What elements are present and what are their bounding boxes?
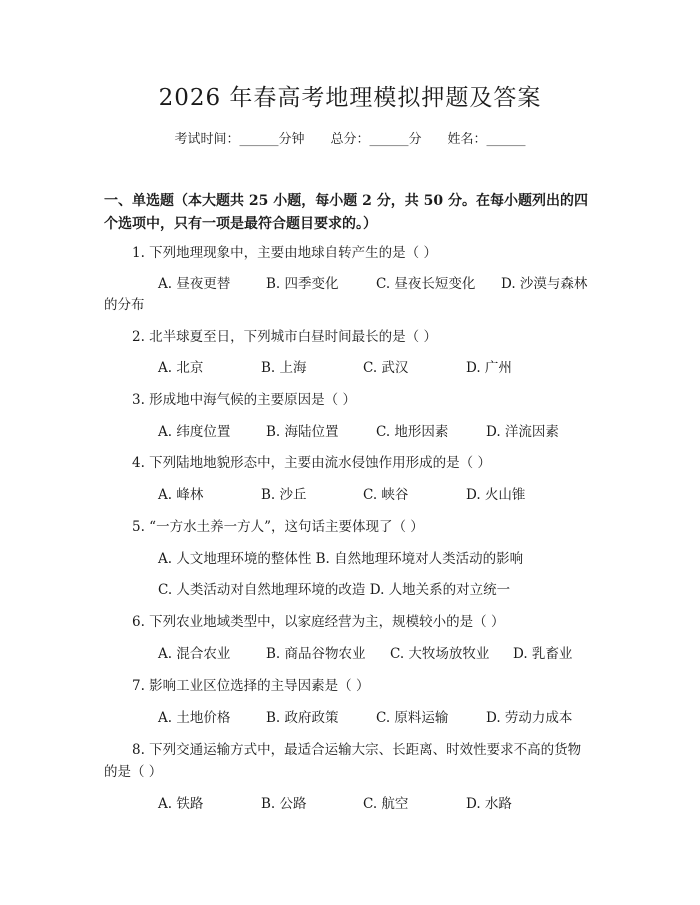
option-b: B. 政府政策 [266,710,339,726]
option-c: C. 昼夜长短变化 [376,276,476,292]
option-a: A. 北京 [158,360,204,376]
question-4-stem: 4. 下列陆地地貌形态中，主要由流水侵蚀作用形成的是（ ） [132,455,491,471]
question-2-stem: 2. 北半球夏至日，下列城市白昼时间最长的是（ ） [132,329,437,345]
question-1-stem: 1. 下列地理现象中，主要由地球自转产生的是（ ） [132,245,437,261]
option-b: B. 上海 [261,360,307,376]
question-3-stem: 3. 形成地中海气候的主要原因是（ ） [132,392,356,408]
option-b: B. 公路 [261,796,307,812]
question-8-stem: 8. 下列交通运输方式中，最适合运输大宗、长距离、时效性要求不高的货物 [132,742,582,758]
option-d: D. 水路 [466,796,512,812]
question-5-stem: 5. “一方水土养一方人”，这句话主要体现了（ ） [132,519,424,535]
option-c: C. 航空 [363,796,409,812]
option-b: B. 商品谷物农业 [266,646,366,662]
option-a: A. 纬度位置 [158,424,231,440]
exam-meta [0,130,700,150]
option-a: A. 昼夜更替 [158,276,231,292]
option-line-ab: A. 人文地理环境的整体性 B. 自然地理环境对人类活动的影响 [158,551,524,567]
option-d: D. 火山锥 [466,487,526,503]
option-d: D. 乳畜业 [513,646,573,662]
option-c: C. 大牧场放牧业 [390,646,490,662]
option-c: C. 地形因素 [376,424,449,440]
section-heading: 一、单选题（本大题共 25 小题，每小题 2 分，共 50 分。在每小题列出的四个选项中，只有一项是最符合题目要求的。） [104,193,588,232]
option-c: C. 原料运输 [376,710,449,726]
option-d: D. 劳动力成本 [486,710,573,726]
question-8-stem-wrap: 的是（ ） [104,764,163,780]
option-a: A. 峰林 [158,487,204,503]
total-score-field: 总分：______分 [330,132,422,147]
option-b: B. 沙丘 [261,487,307,503]
page-title: 2026 年春高考地理模拟押题及答案 [158,85,542,111]
option-c: C. 峡谷 [363,487,409,503]
option-line-cd: C. 人类活动对自然地理环境的改造 D. 人地关系的对立统一 [158,582,511,598]
option-b: B. 海陆位置 [266,424,339,440]
option-d: D. 广州 [466,360,512,376]
question-6-stem: 6. 下列农业地域类型中，以家庭经营为主，规模较小的是（ ） [132,614,505,630]
option-b: B. 四季变化 [266,276,339,292]
option-a: A. 铁路 [158,796,204,812]
option-d: D. 洋流因素 [486,424,559,440]
option-c: C. 武汉 [363,360,409,376]
exam-time-field: 考试时间：______分钟 [174,132,305,147]
question-7-stem: 7. 影响工业区位选择的主导因素是（ ） [132,678,370,694]
option-a: A. 混合农业 [158,646,231,662]
student-name-field: 姓名：______ [447,132,526,147]
option-d: D. 沙漠与森林 [501,276,588,292]
question-1-option-wrap: 的分布 [104,297,145,313]
option-a: A. 土地价格 [158,710,231,726]
